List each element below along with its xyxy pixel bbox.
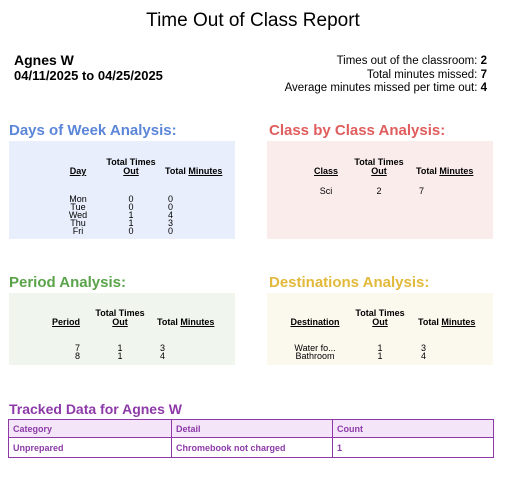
col-total-minutes: Total Minutes [165, 166, 223, 176]
table-row: Bathroom 1 4 [295, 351, 427, 361]
destinations-panel [267, 293, 493, 365]
col-day: Day [69, 166, 87, 176]
col-class: Class [313, 166, 339, 176]
days-table [59, 158, 225, 235]
days-section-title: Days of Week Analysis: [9, 122, 177, 139]
col-category: Category [9, 420, 172, 438]
col-total-times: Total Times Out [106, 157, 156, 176]
table-row: Water fo... 1 3 [294, 343, 427, 353]
days-panel [9, 141, 235, 239]
period-panel [9, 293, 235, 365]
summary-stats [285, 55, 487, 96]
table-row: Thu 1 3 [70, 218, 174, 228]
report-title: Time Out of Class Report [146, 10, 360, 31]
table-row: Sci 2 7 [319, 186, 425, 196]
table-header-row [285, 309, 488, 327]
col-destination: Destination [290, 317, 340, 327]
table-header-row [9, 420, 494, 438]
col-total-minutes: Total Minutes [418, 317, 476, 327]
table-row: Wed 1 4 [68, 210, 174, 220]
period-section-title: Period Analysis: [9, 274, 126, 291]
table-row: 8 1 4 [74, 351, 166, 361]
cell-detail: Chromebook not charged [172, 438, 333, 458]
student-info [14, 53, 163, 83]
tracked-data-title: Tracked Data for Agnes W [9, 401, 182, 417]
table-row: Mon 0 0 [69, 194, 174, 204]
col-total-times: Total Times Out [354, 157, 404, 176]
stat-total-minutes: Total minutes missed: 7 [366, 68, 487, 81]
class-section-title: Class by Class Analysis: [269, 122, 446, 139]
table-row: Fri 0 0 [72, 226, 174, 236]
table-row: 7 1 3 [74, 343, 166, 353]
date-range: 04/11/2025 to 04/25/2025 [14, 68, 163, 83]
table-header-row [59, 158, 225, 176]
col-total-times: Total Times Out [355, 308, 405, 327]
col-detail: Detail [172, 420, 333, 438]
cell-category: Unprepared [9, 438, 172, 458]
table-header-row [49, 309, 227, 327]
tracked-data-table [8, 419, 494, 458]
destinations-table [285, 309, 488, 360]
student-name: Agnes W [14, 52, 74, 68]
col-total-minutes: Total Minutes [416, 166, 474, 176]
class-table [307, 158, 486, 195]
col-period: Period [51, 317, 80, 327]
stat-times-out: Times out of the classroom: 2 [336, 55, 487, 67]
table-row [9, 438, 494, 458]
table-header-row [307, 158, 486, 176]
table-row: Tue 0 0 [70, 202, 174, 212]
destinations-section-title: Destinations Analysis: [269, 274, 430, 291]
period-table [49, 309, 227, 360]
class-panel [267, 141, 493, 239]
cell-count: 1 [333, 438, 494, 458]
col-total-minutes: Total Minutes [157, 317, 215, 327]
stat-average-minutes: Average minutes missed per time out: 4 [284, 82, 487, 94]
col-count: Count [333, 420, 494, 438]
col-total-times: Total Times Out [95, 308, 145, 327]
